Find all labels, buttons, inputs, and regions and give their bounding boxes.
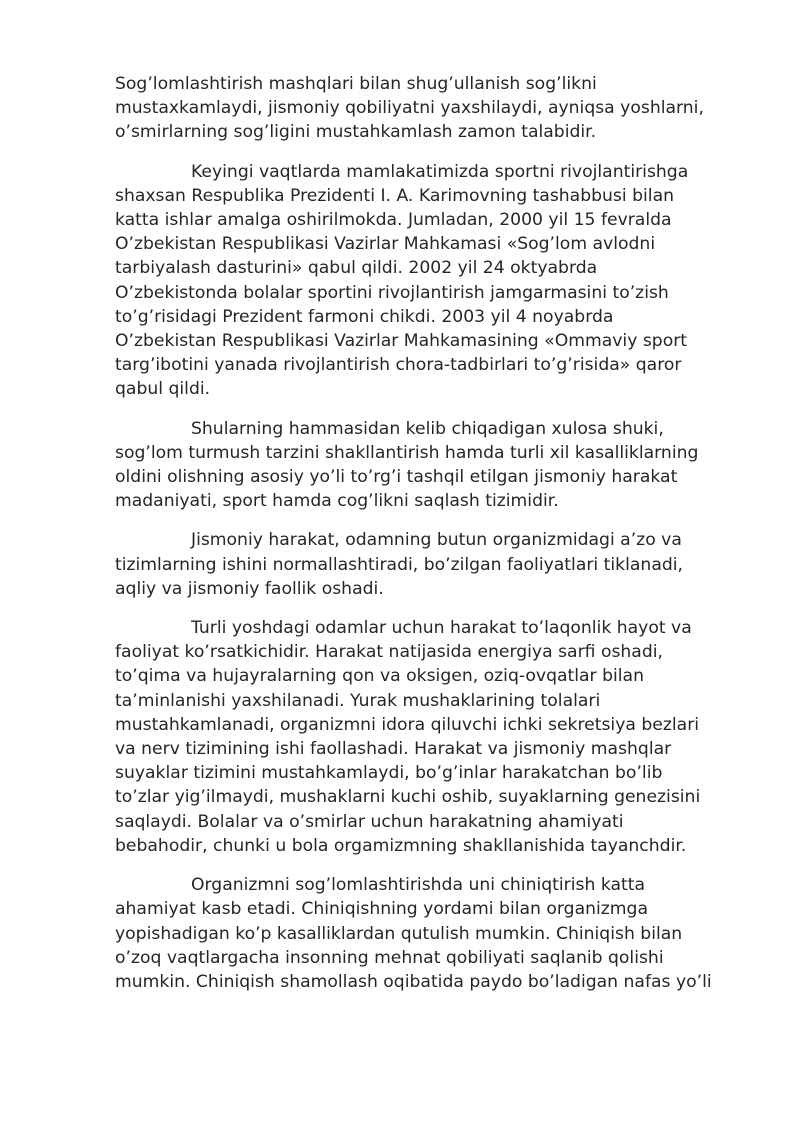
paragraph-1: Sog’lomlashtirish mashqlari bilan shug’ullanish sog’likni mustaxkamlaydi, jismoniy qobiliyatni yaxshilaydi, ayniqsa yoshlarni, o’smirlarning sog’ligini mustahkamlash zamon talabidir. xyxy=(115,74,704,143)
paragraph-4: Jismoniy harakat, odamning butun organizmidagi a’zo va tizimlarning ishini normallashtiradi, bo’zilgan faoliyatlari tiklanadi, aqliy va jismoniy faollik oshadi. xyxy=(115,530,684,599)
paragraph-5: Turli yoshdagi odamlar uchun harakat to’laqonlik hayot va faoliyat ko’rsatkichidir. Harakat natijasida energiya sarfi oshadi, to’qima va hujayralarning qon va oksigen, oziq-ovqatlar bilan ta’minlanishi yaxshilanadi. Yurak mushaklarining tolalari mustahkamlanadi, organizmni idora qiluvchi ichki sekretsiya bezlari va nerv tizimining ishi faollashadi. Harakat va jismoniy mashqlar suyaklar tizimini mustahkamlaydi, bo’g’inlar harakatchan bo’lib to’zlar yig’ilmaydi, mushaklarni kuchi oshib, suyaklarning genezisini saqlaydi. Bolalar va o’smirlar uchun harakatning ahamiyati bebahodir, chunki u bola orgamizmning shakllanishida tayanchdir. xyxy=(115,618,701,856)
paragraph-6: Organizmni sog’lomlashtirishda uni chiniqtirish katta ahamiyat kasb etadi. Chiniqishning yordami bilan organizmga yopishadigan ko’p kasalliklardan qutulish mumkin. Chiniqish bilan o’zoq vaqtlargacha insonning mehnat qobiliyati saqlanib qolishi mumkin. Chiniqish shamollash oqibatida paydo bo’ladigan nafas yo’li xyxy=(115,875,712,992)
document-page xyxy=(115,72,720,1009)
paragraph-2: Keyingi vaqtlarda mamlakatimizda sportni rivojlantirishga shaxsan Respublika Prezidenti I. A. Karimovning tashabbusi bilan katta ishlar amalga oshirilmokda. Jumladan, 2000 yil 15 fevralda O’zbekistan Respublikasi Vazirlar Mahkamasi «Sog’lom avlodni tarbiyalash dasturini» qabul qildi. 2002 yil 24 oktyabrda O’zbekistonda bolalar sportini rivojlantirish jamgarmasini to’zish to’g’risidagi Prezident farmoni chikdi. 2003 yil 4 noyabrda O’zbekistan Respublikasi Vazirlar Mahkamasining «Ommaviy sport targ’ibotini yanada rivojlantirish chora-tadbirlari to’g’risida» qaror qabul qildi. xyxy=(115,161,689,400)
paragraph-3: Shularning hammasidan kelib chiqadigan xulosa shuki, sog’lom turmush tarzini shakllantirish hamda turli xil kasalliklarning oldini olishning asosiy yo’li to’rg’i tashqil etilgan jismoniy harakat madaniyati, sport hamda cog’likni saqlash tizimidir. xyxy=(115,418,699,512)
